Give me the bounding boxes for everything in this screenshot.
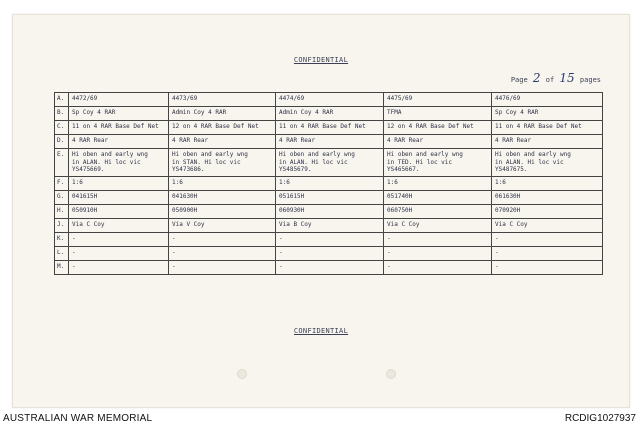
table-row <box>55 247 603 261</box>
row-label: L. <box>55 247 69 261</box>
table-cell: 4475/69 <box>384 93 492 107</box>
table-cell: Sp Coy 4 RAR <box>69 107 169 121</box>
table-cell: - <box>169 233 276 247</box>
confidential-header: CONFIDENTIAL <box>293 56 349 64</box>
table-cell: 11 on 4 RAR Base Def Net <box>69 121 169 135</box>
row-label: F. <box>55 177 69 191</box>
table-cell: 11 on 4 RAR Base Def Net <box>492 121 603 135</box>
row-label: B. <box>55 107 69 121</box>
table-cell: 4473/69 <box>169 93 276 107</box>
table-cell: 4476/69 <box>492 93 603 107</box>
table-cell: - <box>69 261 169 275</box>
table-cell: Hi oben and early wng in ALAN. Hi loc vic YS475669. <box>69 149 169 177</box>
row-label: E. <box>55 149 69 177</box>
row-label: D. <box>55 135 69 149</box>
table-cell: TFMA <box>384 107 492 121</box>
table-cell: 060750H <box>384 205 492 219</box>
document-page <box>12 14 630 408</box>
table-cell: - <box>276 233 384 247</box>
table-cell: 12 on 4 RAR Base Def Net <box>384 121 492 135</box>
table-row <box>55 261 603 275</box>
table-cell: - <box>69 247 169 261</box>
confidential-footer: CONFIDENTIAL <box>293 327 349 335</box>
row-label: J. <box>55 219 69 233</box>
table-cell: Hi oben and early wng in TED. Hi loc vic YS465667. <box>384 149 492 177</box>
table-cell: - <box>384 233 492 247</box>
table-cell: 041630H <box>169 191 276 205</box>
table-cell: 11 on 4 RAR Base Def Net <box>276 121 384 135</box>
table-cell: - <box>276 261 384 275</box>
table-cell: - <box>69 233 169 247</box>
page-indicator <box>511 71 601 85</box>
row-label: C. <box>55 121 69 135</box>
table-cell: Hi oben and early wng in ALAN. Hi loc vic YS487675. <box>492 149 603 177</box>
institution-name: AUSTRALIAN WAR MEMORIAL <box>3 413 153 424</box>
table-cell: 051615H <box>276 191 384 205</box>
table-cell: 1:6 <box>276 177 384 191</box>
table-row <box>55 121 603 135</box>
table-cell: Via C Coy <box>69 219 169 233</box>
row-label: M. <box>55 261 69 275</box>
table-row <box>55 233 603 247</box>
table-cell: 4 RAR Rear <box>69 135 169 149</box>
row-label: H. <box>55 205 69 219</box>
table-row <box>55 149 603 177</box>
table-cell: 050910H <box>69 205 169 219</box>
record-reference: RCDIG1027937 <box>564 413 636 424</box>
page-number: 2 <box>532 71 541 85</box>
report-table <box>54 92 603 275</box>
table-row <box>55 205 603 219</box>
table-cell: Hi oben and early wng in STAN. Hi loc vic YS473686. <box>169 149 276 177</box>
table-cell: Via B Coy <box>276 219 384 233</box>
page-total: 15 <box>559 71 575 85</box>
table-cell: 4474/69 <box>276 93 384 107</box>
table-cell: Admin Coy 4 RAR <box>276 107 384 121</box>
table-cell: Admin Coy 4 RAR <box>169 107 276 121</box>
table-cell: - <box>169 247 276 261</box>
row-label: A. <box>55 93 69 107</box>
punch-hole <box>386 369 396 379</box>
table-cell: 1:6 <box>492 177 603 191</box>
table-row <box>55 177 603 191</box>
table-cell: 061630H <box>492 191 603 205</box>
table-cell: Via C Coy <box>492 219 603 233</box>
table-row <box>55 135 603 149</box>
table-cell: Hi oben and early wng in ALAN. Hi loc vic YS485679. <box>276 149 384 177</box>
row-label: G. <box>55 191 69 205</box>
table-cell: 4 RAR Rear <box>384 135 492 149</box>
page-prefix: Page <box>510 76 528 84</box>
table-cell: 4 RAR Rear <box>276 135 384 149</box>
table-row <box>55 191 603 205</box>
table-row <box>55 219 603 233</box>
table-cell: - <box>276 247 384 261</box>
table-cell: 041615H <box>69 191 169 205</box>
table-row <box>55 107 603 121</box>
table-cell: - <box>492 261 603 275</box>
table-cell: 4 RAR Rear <box>169 135 276 149</box>
table-cell: 1:6 <box>169 177 276 191</box>
punch-hole <box>237 369 247 379</box>
table-cell: - <box>384 247 492 261</box>
page-of: of <box>545 76 555 84</box>
archive-caption-bar <box>0 412 640 427</box>
table-cell: - <box>384 261 492 275</box>
table-cell: 050900H <box>169 205 276 219</box>
table-cell: 051740H <box>384 191 492 205</box>
row-label: K. <box>55 233 69 247</box>
table-cell: Sp Coy 4 RAR <box>492 107 603 121</box>
table-cell: 12 on 4 RAR Base Def Net <box>169 121 276 135</box>
table-cell: 4472/69 <box>69 93 169 107</box>
table-cell: Via V Coy <box>169 219 276 233</box>
table-cell: - <box>169 261 276 275</box>
table-cell: 1:6 <box>384 177 492 191</box>
table-cell: - <box>492 233 603 247</box>
table-cell: - <box>492 247 603 261</box>
table-cell: 1:6 <box>69 177 169 191</box>
table-cell: 060930H <box>276 205 384 219</box>
table-cell: Via C Coy <box>384 219 492 233</box>
table-cell: 4 RAR Rear <box>492 135 603 149</box>
table-cell: 070920H <box>492 205 603 219</box>
table-row <box>55 93 603 107</box>
page-suffix: pages <box>579 76 601 84</box>
